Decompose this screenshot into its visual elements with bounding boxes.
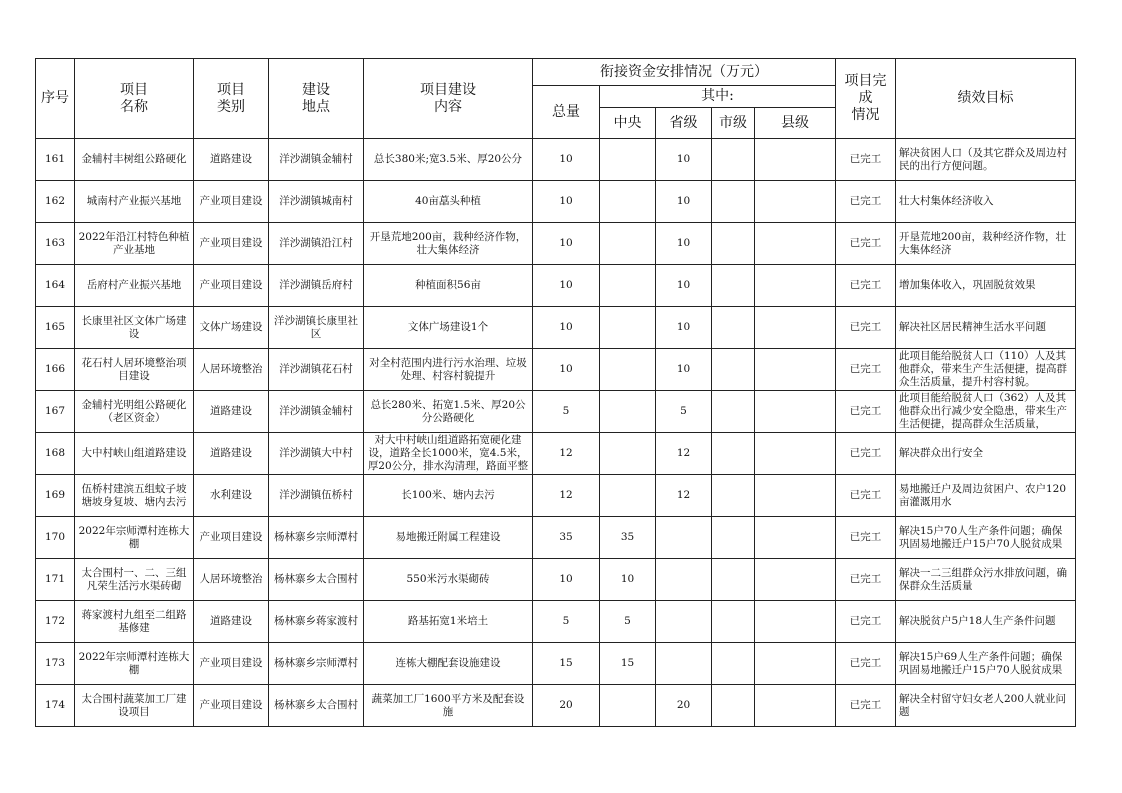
cell-total: 5 xyxy=(533,391,600,433)
cell-county xyxy=(755,559,836,601)
cell-central xyxy=(600,139,656,181)
cell-category: 人居环境整治 xyxy=(194,559,269,601)
cell-seq: 172 xyxy=(36,601,75,643)
cell-goal: 壮大村集体经济收入 xyxy=(896,181,1076,223)
cell-seq: 168 xyxy=(36,433,75,475)
cell-status: 已完工 xyxy=(836,517,896,559)
header-municipal: 市级 xyxy=(712,108,755,139)
header-project-category xyxy=(194,59,269,139)
cell-provincial xyxy=(656,559,712,601)
cell-content: 种植面积56亩 xyxy=(364,265,533,307)
cell-content: 总长380米;宽3.5米、厚20公分 xyxy=(364,139,533,181)
cell-goal: 解决贫困人口（及其它群众及周边村民的出行方便问题。 xyxy=(896,139,1076,181)
cell-name: 伍桥村建滨五组蚊子坡塘坡身复坡、塘内去污 xyxy=(75,475,194,517)
cell-total: 20 xyxy=(533,685,600,727)
cell-central: 35 xyxy=(600,517,656,559)
cell-central xyxy=(600,475,656,517)
header-project-category-text: 项目 类别 xyxy=(217,81,245,115)
table-row xyxy=(36,139,1076,181)
cell-status: 已完工 xyxy=(836,475,896,517)
cell-content: 对大中村峡山组道路拓宽硬化建设，道路全长1000米，宽4.5米，厚20公分，排水沟清理，路面平整 xyxy=(364,433,533,475)
cell-seq: 163 xyxy=(36,223,75,265)
cell-name: 蒋家渡村九组至二组路基修建 xyxy=(75,601,194,643)
cell-location: 洋沙湖镇金辅村 xyxy=(269,391,364,433)
cell-status: 已完工 xyxy=(836,349,896,391)
cell-name: 花石村人居环境整治项目建设 xyxy=(75,349,194,391)
cell-seq: 174 xyxy=(36,685,75,727)
cell-central xyxy=(600,349,656,391)
cell-total: 10 xyxy=(533,265,600,307)
cell-seq: 165 xyxy=(36,307,75,349)
cell-seq: 171 xyxy=(36,559,75,601)
cell-category: 产业项目建设 xyxy=(194,685,269,727)
cell-content: 连栋大棚配套设施建设 xyxy=(364,643,533,685)
cell-status: 已完工 xyxy=(836,181,896,223)
cell-county xyxy=(755,349,836,391)
cell-municipal xyxy=(712,307,755,349)
cell-location: 杨林寨乡太合围村 xyxy=(269,685,364,727)
header-content xyxy=(364,59,533,139)
cell-county xyxy=(755,181,836,223)
cell-provincial: 10 xyxy=(656,265,712,307)
table-row xyxy=(36,223,1076,265)
cell-county xyxy=(755,643,836,685)
cell-location: 杨林寨乡宗师潭村 xyxy=(269,517,364,559)
cell-central xyxy=(600,265,656,307)
cell-name: 2022年宗师潭村连栋大棚 xyxy=(75,643,194,685)
cell-location: 洋沙湖镇花石村 xyxy=(269,349,364,391)
cell-status: 已完工 xyxy=(836,391,896,433)
header-of-which: 其中: xyxy=(600,86,836,108)
cell-municipal xyxy=(712,685,755,727)
header-total: 总量 xyxy=(533,86,600,139)
cell-provincial xyxy=(656,517,712,559)
cell-total: 10 xyxy=(533,181,600,223)
cell-category: 道路建设 xyxy=(194,433,269,475)
cell-content: 550米污水渠砌砖 xyxy=(364,559,533,601)
cell-content: 总长280米、拓宽1.5米、厚20公分公路硬化 xyxy=(364,391,533,433)
cell-total: 5 xyxy=(533,601,600,643)
cell-location: 洋沙湖镇城南村 xyxy=(269,181,364,223)
cell-central xyxy=(600,685,656,727)
cell-central: 15 xyxy=(600,643,656,685)
cell-provincial xyxy=(656,601,712,643)
cell-goal: 解决群众出行安全 xyxy=(896,433,1076,475)
cell-content: 开垦荒地200亩，栽种经济作物，壮大集体经济 xyxy=(364,223,533,265)
cell-status: 已完工 xyxy=(836,559,896,601)
table-row xyxy=(36,601,1076,643)
cell-goal: 开垦荒地200亩，栽种经济作物，壮大集体经济 xyxy=(896,223,1076,265)
header-seq: 序号 xyxy=(36,59,75,139)
header-central: 中央 xyxy=(600,108,656,139)
cell-location: 洋沙湖镇金辅村 xyxy=(269,139,364,181)
cell-category: 道路建设 xyxy=(194,139,269,181)
cell-municipal xyxy=(712,349,755,391)
cell-municipal xyxy=(712,265,755,307)
cell-content: 对全村范围内进行污水治理、垃圾处理、村容村貌提升 xyxy=(364,349,533,391)
cell-category: 人居环境整治 xyxy=(194,349,269,391)
cell-goal: 解决全村留守妇女老人200人就业问题 xyxy=(896,685,1076,727)
cell-status: 已完工 xyxy=(836,433,896,475)
cell-goal: 增加集体收入，巩固脱贫效果 xyxy=(896,265,1076,307)
cell-total: 12 xyxy=(533,475,600,517)
header-funding: 衔接资金安排情况（万元） xyxy=(533,59,836,86)
cell-name: 2022年沿江村特色种植产业基地 xyxy=(75,223,194,265)
header-project-name xyxy=(75,59,194,139)
cell-goal: 解决脱贫户5户18人生产条件问题 xyxy=(896,601,1076,643)
cell-municipal xyxy=(712,391,755,433)
cell-location: 洋沙湖镇大中村 xyxy=(269,433,364,475)
cell-provincial: 10 xyxy=(656,307,712,349)
cell-total: 10 xyxy=(533,349,600,391)
cell-category: 道路建设 xyxy=(194,391,269,433)
header-completion-text: 项目完成 情况 xyxy=(844,73,887,123)
cell-goal: 解决一二三组群众污水排放问题，确保群众生活质量 xyxy=(896,559,1076,601)
cell-name: 岳府村产业振兴基地 xyxy=(75,265,194,307)
cell-content: 文体广场建设1个 xyxy=(364,307,533,349)
cell-status: 已完工 xyxy=(836,139,896,181)
cell-municipal xyxy=(712,223,755,265)
header-content-text: 项目建设 内容 xyxy=(420,81,476,115)
cell-location: 洋沙湖镇岳府村 xyxy=(269,265,364,307)
header-location xyxy=(269,59,364,139)
table-row xyxy=(36,559,1076,601)
cell-central xyxy=(600,307,656,349)
cell-total: 10 xyxy=(533,139,600,181)
cell-municipal xyxy=(712,475,755,517)
cell-category: 产业项目建设 xyxy=(194,517,269,559)
cell-status: 已完工 xyxy=(836,265,896,307)
cell-central xyxy=(600,391,656,433)
cell-category: 产业项目建设 xyxy=(194,643,269,685)
cell-content: 长100米、塘内去污 xyxy=(364,475,533,517)
cell-central xyxy=(600,223,656,265)
cell-central xyxy=(600,433,656,475)
cell-county xyxy=(755,391,836,433)
cell-goal: 此项目能给脱贫人口（110）人及其他群众，带来生产生活便捷，提高群众生活质量，提升村容村貌。 xyxy=(896,349,1076,391)
cell-municipal xyxy=(712,517,755,559)
cell-total: 10 xyxy=(533,223,600,265)
cell-seq: 162 xyxy=(36,181,75,223)
cell-seq: 161 xyxy=(36,139,75,181)
header-completion xyxy=(836,59,896,139)
cell-central: 5 xyxy=(600,601,656,643)
cell-provincial: 10 xyxy=(656,139,712,181)
cell-category: 水利建设 xyxy=(194,475,269,517)
cell-status: 已完工 xyxy=(836,643,896,685)
header-county: 县级 xyxy=(755,108,836,139)
table-row xyxy=(36,181,1076,223)
cell-municipal xyxy=(712,433,755,475)
cell-content: 易地搬迁附属工程建设 xyxy=(364,517,533,559)
cell-location: 杨林寨乡太合围村 xyxy=(269,559,364,601)
cell-county xyxy=(755,307,836,349)
cell-county xyxy=(755,475,836,517)
cell-county xyxy=(755,139,836,181)
cell-county xyxy=(755,685,836,727)
cell-status: 已完工 xyxy=(836,307,896,349)
cell-status: 已完工 xyxy=(836,223,896,265)
table-row xyxy=(36,433,1076,475)
cell-category: 道路建设 xyxy=(194,601,269,643)
cell-seq: 166 xyxy=(36,349,75,391)
cell-municipal xyxy=(712,643,755,685)
cell-name: 2022年宗师潭村连栋大棚 xyxy=(75,517,194,559)
cell-seq: 170 xyxy=(36,517,75,559)
cell-goal: 解决15户70人生产条件问题；确保巩固易地搬迁户15户70人脱贫成果 xyxy=(896,517,1076,559)
cell-municipal xyxy=(712,559,755,601)
cell-status: 已完工 xyxy=(836,685,896,727)
cell-name: 金辅村光明组公路硬化（老区资金） xyxy=(75,391,194,433)
cell-location: 洋沙湖镇沿江村 xyxy=(269,223,364,265)
header-goal: 绩效目标 xyxy=(896,59,1076,139)
table-row xyxy=(36,643,1076,685)
cell-total: 10 xyxy=(533,559,600,601)
cell-goal: 解决15户69人生产条件问题；确保巩固易地搬迁户15户70人脱贫成果 xyxy=(896,643,1076,685)
cell-provincial: 10 xyxy=(656,223,712,265)
cell-total: 35 xyxy=(533,517,600,559)
table-row xyxy=(36,349,1076,391)
cell-goal: 解决社区居民精神生活水平问题 xyxy=(896,307,1076,349)
cell-category: 文体广场建设 xyxy=(194,307,269,349)
cell-name: 太合围村一、二、三组凡荣生活污水渠砖砌 xyxy=(75,559,194,601)
cell-content: 40亩藠头种植 xyxy=(364,181,533,223)
cell-county xyxy=(755,601,836,643)
table-body xyxy=(36,139,1076,727)
cell-goal: 易地搬迁户及周边贫困户、农户120亩灌溉用水 xyxy=(896,475,1076,517)
cell-municipal xyxy=(712,139,755,181)
cell-provincial xyxy=(656,643,712,685)
cell-municipal xyxy=(712,181,755,223)
cell-location: 洋沙湖镇伍桥村 xyxy=(269,475,364,517)
cell-goal: 此项目能给脱贫人口（362）人及其他群众出行减少安全隐患，带来生产生活便捷，提高群众生活质量， xyxy=(896,391,1076,433)
table-row xyxy=(36,307,1076,349)
cell-seq: 167 xyxy=(36,391,75,433)
table-row xyxy=(36,517,1076,559)
cell-municipal xyxy=(712,601,755,643)
cell-county xyxy=(755,433,836,475)
cell-seq: 164 xyxy=(36,265,75,307)
cell-category: 产业项目建设 xyxy=(194,265,269,307)
cell-location: 洋沙湖镇长康里社区 xyxy=(269,307,364,349)
header-location-text: 建设 地点 xyxy=(302,81,330,115)
table-header xyxy=(36,59,1076,139)
cell-provincial: 12 xyxy=(656,475,712,517)
cell-provincial: 10 xyxy=(656,349,712,391)
cell-central: 10 xyxy=(600,559,656,601)
project-table-sheet xyxy=(35,58,1075,727)
cell-provincial: 20 xyxy=(656,685,712,727)
table-row xyxy=(36,685,1076,727)
table-row xyxy=(36,475,1076,517)
project-table xyxy=(35,58,1076,727)
cell-seq: 169 xyxy=(36,475,75,517)
cell-name: 大中村峡山组道路建设 xyxy=(75,433,194,475)
header-provincial: 省级 xyxy=(656,108,712,139)
cell-central xyxy=(600,181,656,223)
cell-county xyxy=(755,223,836,265)
cell-content: 蔬菜加工厂1600平方米及配套设施 xyxy=(364,685,533,727)
cell-status: 已完工 xyxy=(836,601,896,643)
cell-name: 太合围村蔬菜加工厂建设项目 xyxy=(75,685,194,727)
cell-seq: 173 xyxy=(36,643,75,685)
cell-county xyxy=(755,517,836,559)
table-row xyxy=(36,265,1076,307)
cell-provincial: 5 xyxy=(656,391,712,433)
cell-content: 路基拓宽1米培土 xyxy=(364,601,533,643)
header-project-name-text: 项目 名称 xyxy=(120,81,148,115)
cell-location: 杨林寨乡宗师潭村 xyxy=(269,643,364,685)
cell-total: 15 xyxy=(533,643,600,685)
cell-provincial: 10 xyxy=(656,181,712,223)
cell-county xyxy=(755,265,836,307)
cell-name: 长康里社区文体广场建设 xyxy=(75,307,194,349)
cell-name: 城南村产业振兴基地 xyxy=(75,181,194,223)
table-row xyxy=(36,391,1076,433)
cell-total: 12 xyxy=(533,433,600,475)
cell-location: 杨林寨乡蒋家渡村 xyxy=(269,601,364,643)
cell-category: 产业项目建设 xyxy=(194,223,269,265)
cell-provincial: 12 xyxy=(656,433,712,475)
cell-total: 10 xyxy=(533,307,600,349)
cell-name: 金辅村丰树组公路硬化 xyxy=(75,139,194,181)
cell-category: 产业项目建设 xyxy=(194,181,269,223)
